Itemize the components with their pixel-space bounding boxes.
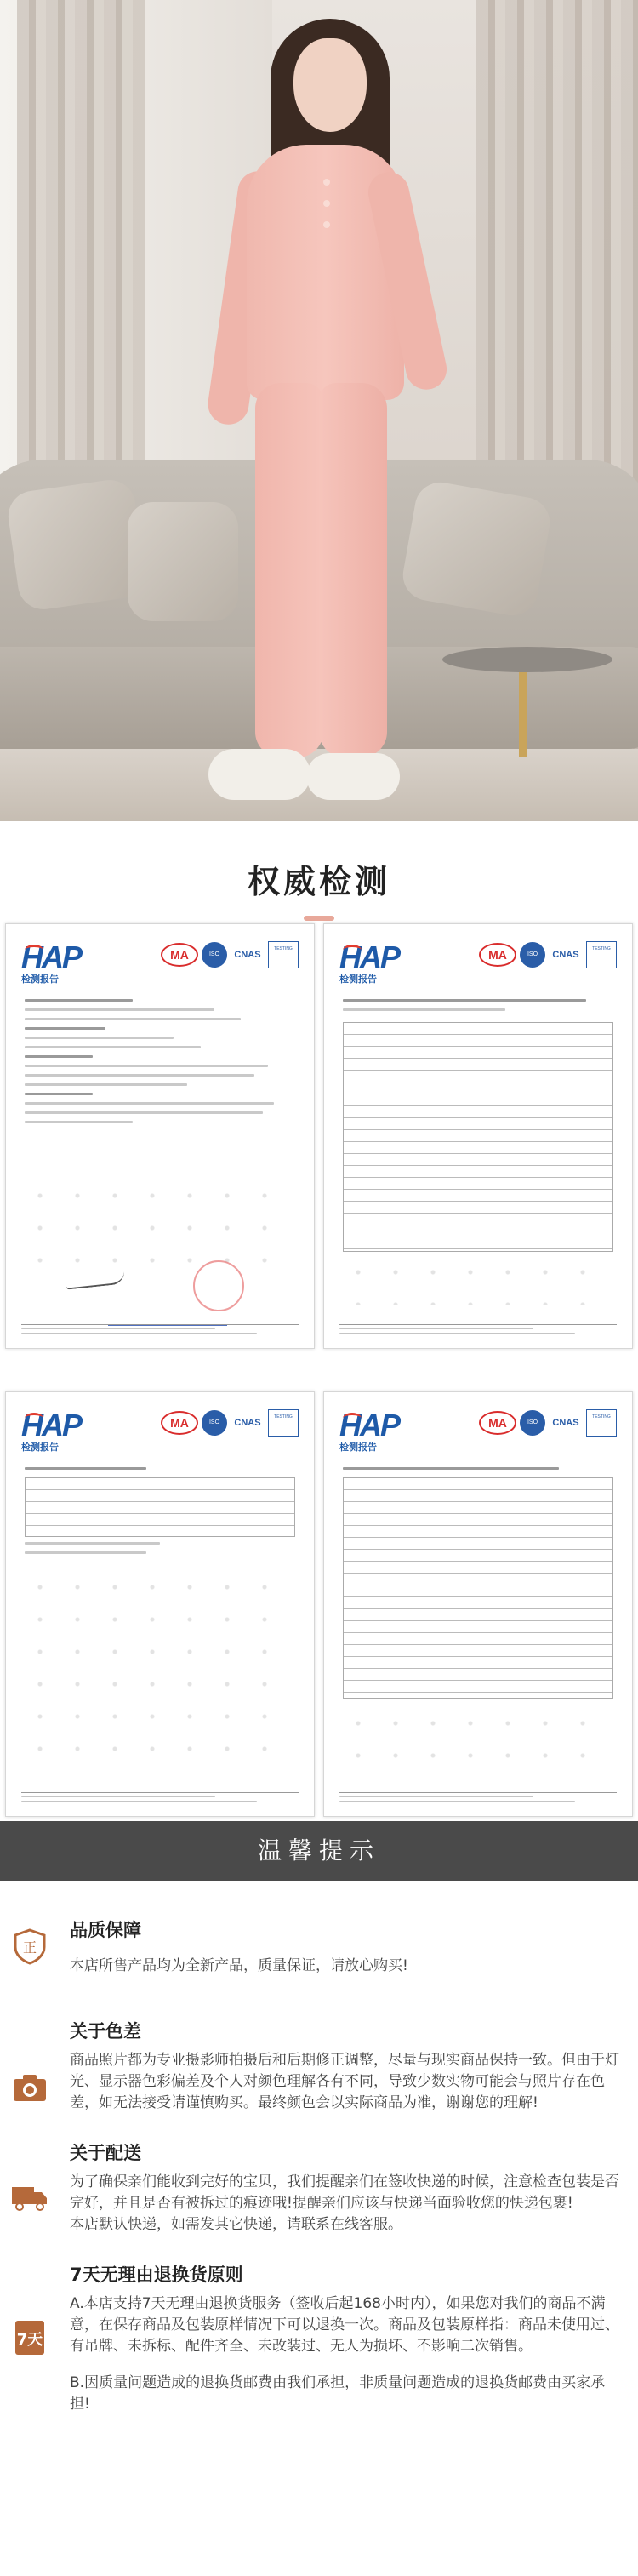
certificate-header bbox=[21, 1404, 299, 1455]
shirt-button bbox=[323, 221, 330, 228]
svg-text:7天: 7天 bbox=[16, 2331, 43, 2349]
tip-text: 本店所售产品均为全新产品，质量保证，请放心购买! bbox=[70, 1957, 408, 1974]
tip-quality bbox=[0, 1916, 638, 1977]
certificate-header bbox=[21, 936, 299, 987]
product-photo bbox=[0, 0, 638, 821]
certificate-card[interactable] bbox=[5, 923, 315, 1349]
tip-title: 品质保障 bbox=[70, 1920, 141, 1940]
certificate-card[interactable] bbox=[323, 1391, 633, 1817]
hap-logo: HAP bbox=[21, 940, 82, 974]
model-face bbox=[293, 38, 367, 132]
certificate-header bbox=[339, 1404, 617, 1455]
watermark-pattern bbox=[21, 1179, 299, 1271]
seven-day-icon bbox=[10, 2317, 49, 2356]
model-figure bbox=[0, 0, 638, 821]
tip-title: 关于配送 bbox=[70, 2143, 141, 2163]
certificate-footer bbox=[339, 1792, 617, 1806]
pink-leggings bbox=[255, 383, 323, 757]
section-title: 权威检测 bbox=[247, 863, 390, 900]
tip-text: 为了确保亲们能收到完好的宝贝，我们提醒亲们在签收快递的时候，注意检查包装是否完好，并且是否有被拆过的痕迹哦!提醒亲们应该与快递当面验收您的快递包裹! 本店默认快递，如需发其它快递，请联系在线客服。 bbox=[70, 2173, 619, 2233]
cnas-logo: CNAS bbox=[552, 950, 579, 960]
tip-text: 商品照片都为专业摄影师拍摄后和后期修正调整，尽量与现实商品保持一致。但由于灯光、显示器色彩偏差及个人对颜色理解各有不同，导致少数实物可能会与照片存在色差，如无法接受请谨慎购买。最终颜色会以实际商品为准，谢谢您的理解! bbox=[70, 2052, 619, 2111]
testing-logo: TESTING bbox=[586, 941, 617, 968]
report-text bbox=[343, 999, 613, 1018]
tip-text: B.因质量问题造成的退换货邮费由我们承担，非质量问题造成的退换货邮费由买家承担! bbox=[70, 2374, 606, 2413]
slipper bbox=[306, 753, 400, 800]
report-title: 检测报告 bbox=[339, 974, 377, 985]
ma-logo: MA bbox=[161, 943, 198, 967]
official-stamp bbox=[193, 1260, 244, 1311]
iso-logo: ISO bbox=[202, 1410, 227, 1436]
report-text bbox=[25, 1467, 295, 1476]
cnas-logo: CNAS bbox=[234, 950, 261, 960]
hap-logo: HAP bbox=[339, 1408, 400, 1442]
watermark-pattern bbox=[339, 1707, 617, 1773]
certificate-footer bbox=[339, 1324, 617, 1338]
iso-logo: ISO bbox=[520, 942, 545, 968]
certificate-footer bbox=[21, 1324, 299, 1338]
watermark-pattern bbox=[21, 1571, 299, 1773]
hap-logo: HAP bbox=[21, 1408, 82, 1442]
certificate-card[interactable] bbox=[323, 923, 633, 1349]
report-title: 检测报告 bbox=[21, 1442, 59, 1453]
pink-leggings bbox=[319, 383, 387, 757]
ma-logo: MA bbox=[479, 943, 516, 967]
quality-icon bbox=[10, 1927, 49, 1966]
title-underline bbox=[304, 916, 334, 921]
tips-header bbox=[0, 1821, 638, 1881]
certificate-card[interactable] bbox=[5, 1391, 315, 1817]
cnas-logo: CNAS bbox=[552, 1418, 579, 1428]
accreditation-logos bbox=[161, 941, 299, 968]
report-title: 检测报告 bbox=[339, 1442, 377, 1453]
testing-logo: TESTING bbox=[268, 941, 299, 968]
report-title: 检测报告 bbox=[21, 974, 59, 985]
tip-delivery bbox=[0, 2139, 638, 2236]
accreditation-logos bbox=[161, 1409, 299, 1437]
truck-icon bbox=[10, 2177, 49, 2216]
results-table bbox=[25, 1477, 295, 1537]
tip-return bbox=[0, 2261, 638, 2415]
slipper bbox=[208, 749, 310, 800]
svg-text:正: 正 bbox=[22, 1939, 37, 1956]
tip-title: 关于色差 bbox=[70, 2021, 141, 2042]
results-table bbox=[343, 1022, 613, 1252]
testing-logo: TESTING bbox=[268, 1409, 299, 1437]
shirt-button bbox=[323, 200, 330, 207]
cnas-logo: CNAS bbox=[234, 1418, 261, 1428]
certificate-footer bbox=[21, 1792, 299, 1806]
camera-icon bbox=[10, 2069, 49, 2108]
hap-logo: HAP bbox=[339, 940, 400, 974]
testing-logo: TESTING bbox=[586, 1409, 617, 1437]
iso-logo: ISO bbox=[520, 1410, 545, 1436]
tip-title: 7天无理由退换货原则 bbox=[70, 2265, 243, 2285]
tips-list bbox=[0, 1916, 638, 2449]
tip-text: A.本店支持7天无理由退换货服务（签收后起168小时内），如果您对我们的商品不满意，在保存商品及包装原样情况下可以退换一次。商品及包装原样指：商品未使用过、有吊牌、未拆标、配件齐全、未改装过、无人为损坏、不影响二次销售。 bbox=[70, 2295, 619, 2355]
report-notes bbox=[25, 1542, 295, 1561]
certificate-grid bbox=[0, 923, 638, 1821]
tip-color bbox=[0, 2018, 638, 2114]
ma-logo: MA bbox=[161, 1411, 198, 1435]
accreditation-logos bbox=[479, 1409, 617, 1437]
certificate-header bbox=[339, 936, 617, 987]
report-text bbox=[25, 999, 295, 1130]
ma-logo: MA bbox=[479, 1411, 516, 1435]
report-text bbox=[343, 1467, 613, 1476]
signature bbox=[65, 1270, 125, 1289]
iso-logo: ISO bbox=[202, 942, 227, 968]
results-table bbox=[343, 1477, 613, 1699]
shirt-button bbox=[323, 179, 330, 186]
accreditation-logos bbox=[479, 941, 617, 968]
watermark-pattern bbox=[339, 1256, 617, 1305]
tips-title: 温馨提示 bbox=[257, 1836, 380, 1865]
section-heading bbox=[0, 821, 638, 923]
